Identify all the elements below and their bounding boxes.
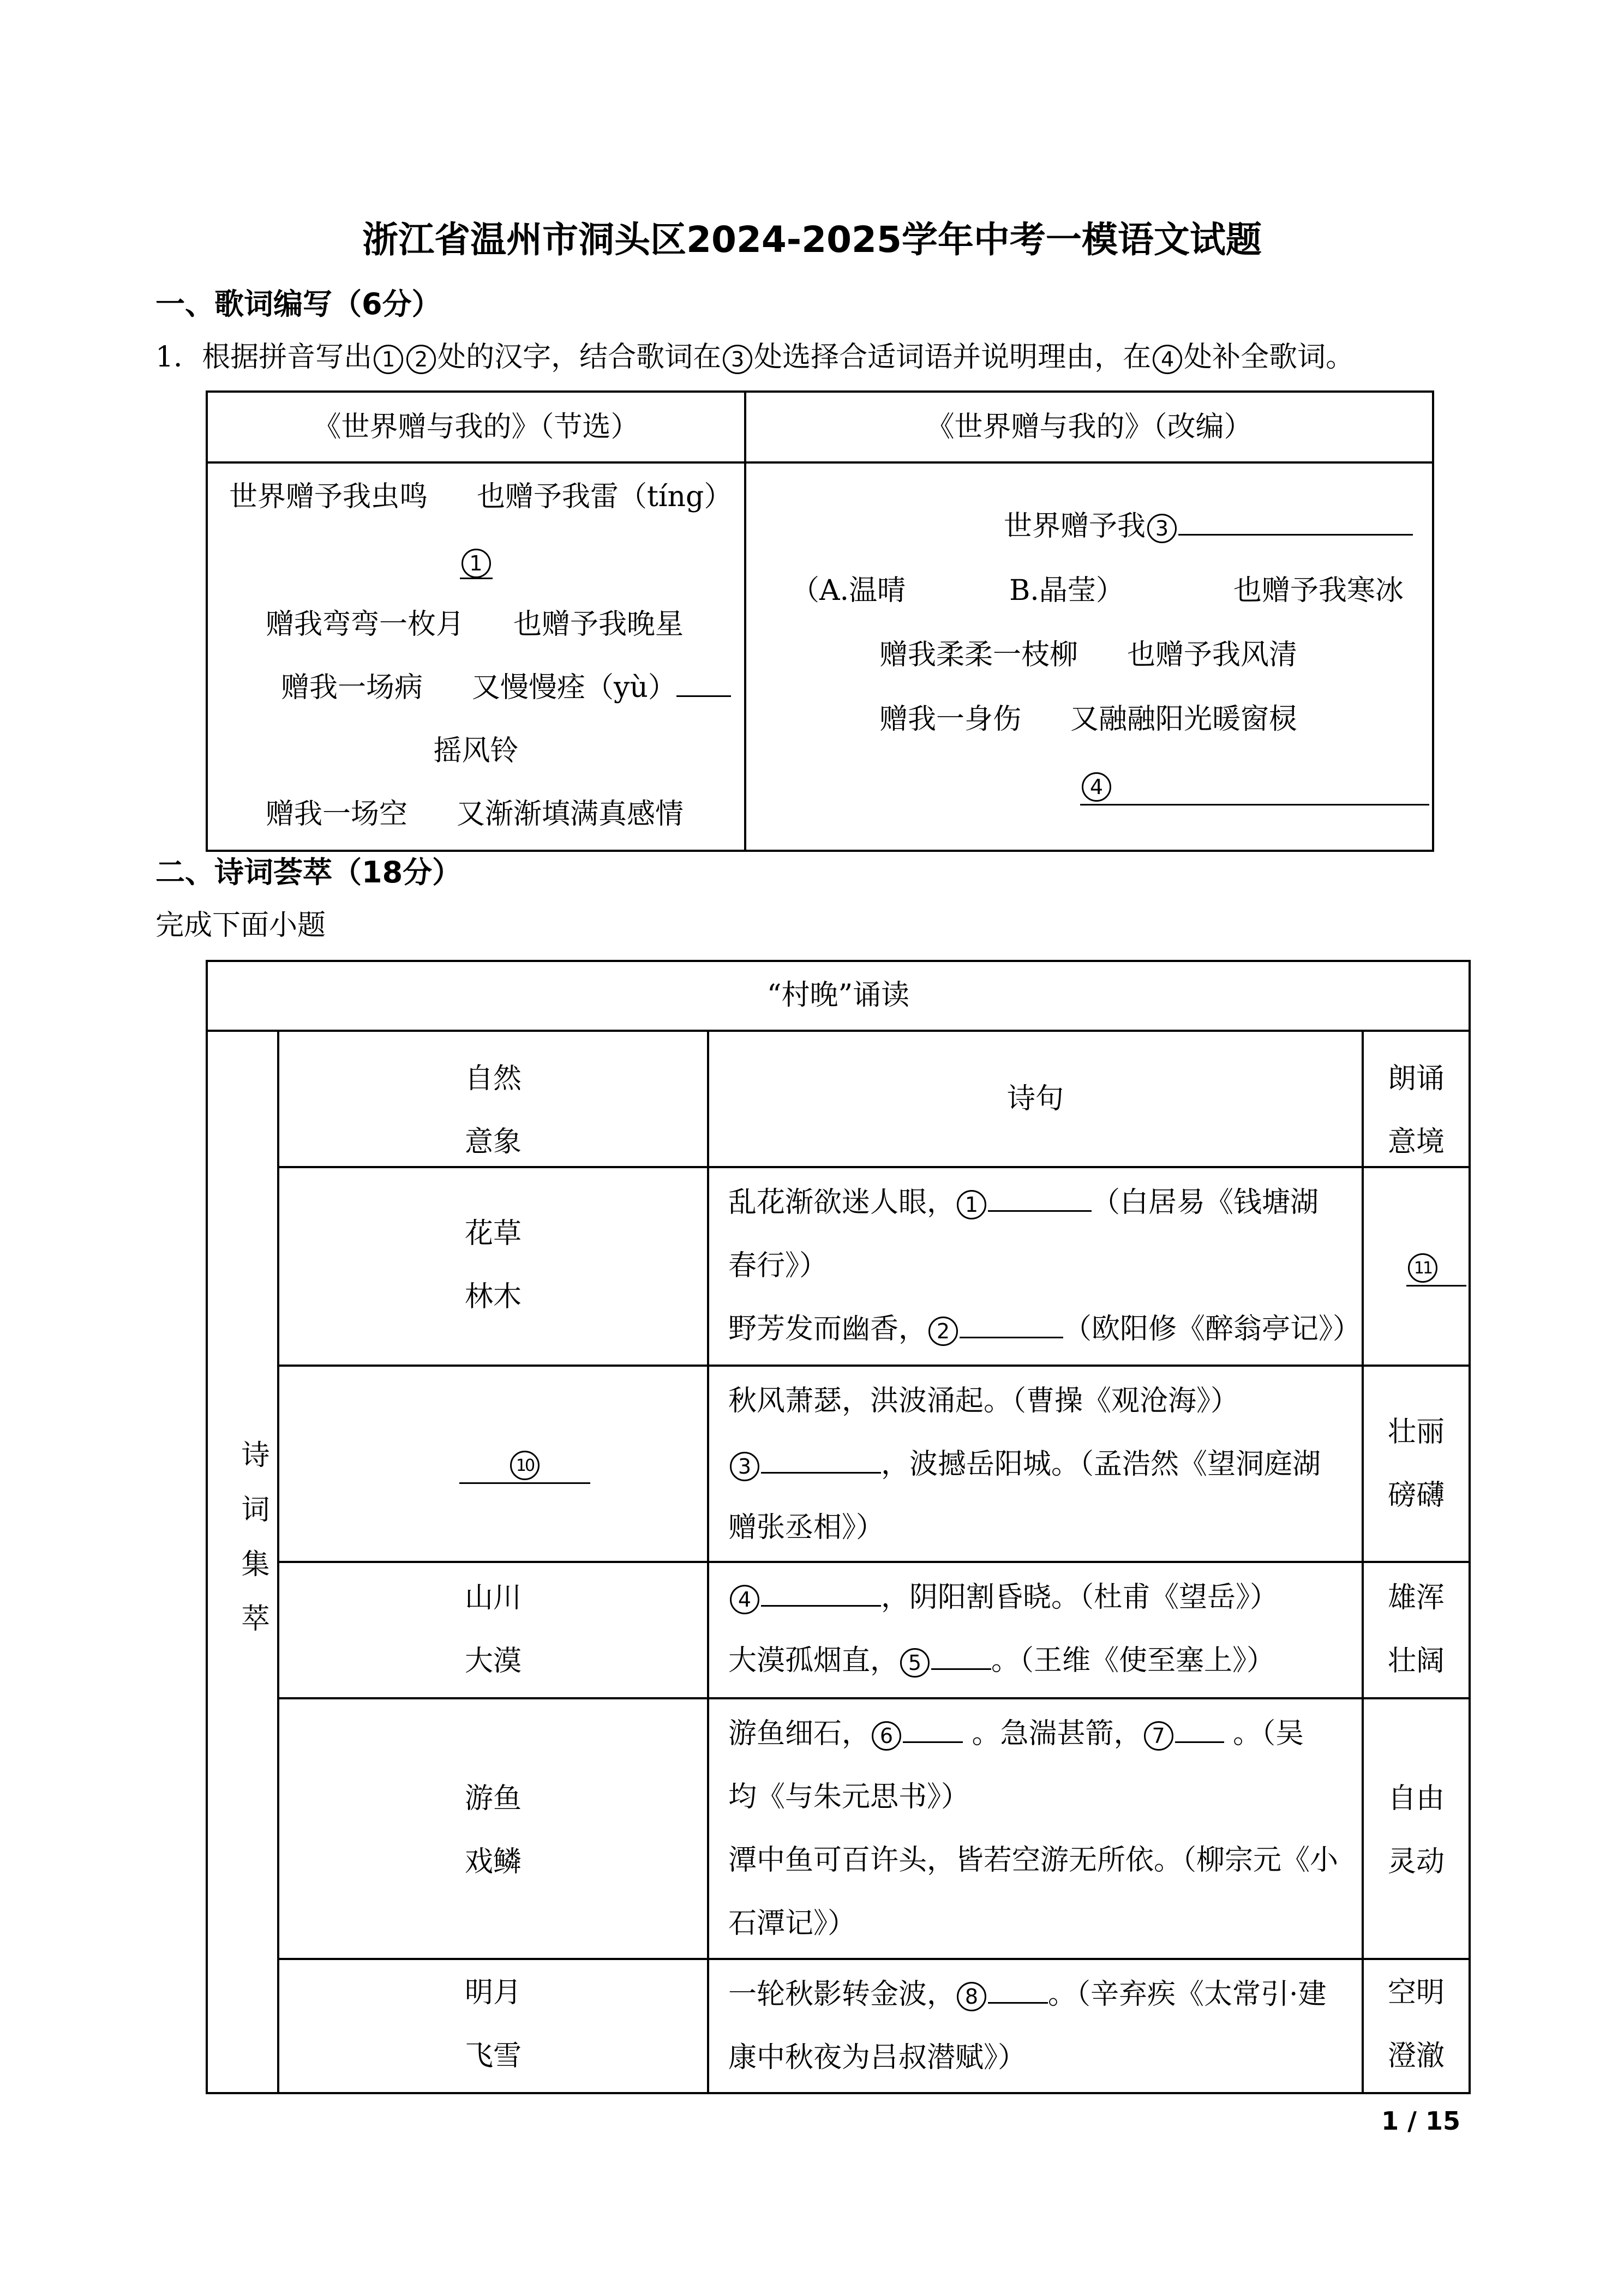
section-2-intro: 完成下面小题 (155, 909, 326, 942)
poem-text: 乱花渐欲迷人眼， (728, 1186, 956, 1219)
circled-number: 8 (957, 1982, 986, 2011)
lyric-blank-1 (208, 542, 744, 580)
imagery-text: 山川 (464, 1582, 522, 1614)
poem-line: 秋风萧瑟，洪波涌起。（曹操《观沧海》） (728, 1385, 1239, 1417)
circled-number: 1 (374, 345, 403, 374)
lyric-text: 赠我弯弯一枚月 (266, 608, 465, 641)
poem-text: 野芳发而幽香， (728, 1313, 927, 1345)
lyric-line (266, 795, 684, 833)
poem-line (728, 1310, 1361, 1348)
lyric-text: 赠我一场空 (266, 798, 408, 831)
answer-blank[interactable] (903, 1716, 963, 1743)
mood-cell (1364, 1961, 1469, 2088)
poem-text: 一轮秋影转金波， (728, 1978, 956, 2011)
answer-blank[interactable] (1178, 509, 1413, 536)
mood-cell (1364, 1566, 1469, 1693)
poem-text: 。（吴 (1224, 1717, 1304, 1750)
poem-line (728, 1975, 1327, 2013)
poem-line: 春行》） (728, 1249, 828, 1282)
mood-text: 澄澈 (1387, 2040, 1445, 2072)
mood-cell (1364, 1401, 1469, 1527)
side-label: 诗词集萃 (236, 1440, 269, 1658)
lyric-text: 赠我一身伤 (879, 703, 1022, 736)
mood-text: 自由 (1387, 1782, 1445, 1815)
circled-number: 3 (723, 345, 752, 374)
mood-cell (1364, 1767, 1469, 1894)
imagery-text: 林木 (464, 1281, 522, 1313)
document-title: 浙江省温州市洞头区2024-2025学年中考一模语文试题 (362, 219, 1262, 261)
lyric-text: 又慢慢痊（yù） (472, 671, 676, 704)
mood-text: 壮丽 (1387, 1416, 1445, 1448)
table-header-adapted: 《世界赠与我的》（改编） (926, 411, 1253, 443)
poem-line: 潭中鱼可百许头，皆若空游无所依。（柳宗元《小 (728, 1844, 1339, 1877)
answer-blank[interactable] (761, 1447, 881, 1474)
imagery-text: 花草 (464, 1217, 522, 1250)
lyric-text: 也赠予我雷（tíng） (477, 480, 733, 513)
poem-text: （欧阳修《醉翁亭记》） (1063, 1313, 1362, 1345)
lyric-text: 世界赠予我虫鸣 (229, 480, 428, 513)
question-text: 处补全歌词。 (1184, 341, 1355, 374)
poem-text: 游鱼细石， (728, 1717, 871, 1750)
circled-number: 2 (406, 345, 436, 374)
lyric-text: 赠我一场病 (281, 671, 423, 704)
option-a: （A.温晴 (791, 574, 906, 607)
header-text: 朗诵 (1387, 1062, 1445, 1095)
lyric-line (266, 605, 684, 644)
page-number: 1 / 15 (1381, 2106, 1460, 2136)
question-text: 根据拼音写出 (202, 341, 373, 374)
lyric-line (879, 700, 1297, 738)
poem-text: 。（辛弃疾《太常引·建 (1048, 1978, 1327, 2011)
poem-text: （白居易《钱塘湖 (1092, 1186, 1319, 1219)
answer-blank[interactable] (988, 1185, 1092, 1212)
lyric-text: 又融融阳光暖窗棂 (1070, 703, 1298, 736)
answer-blank[interactable] (676, 670, 731, 697)
poem-text: ，阴阳割昏晓。（杜甫《望岳》） (881, 1581, 1279, 1614)
poem-text: 。（王维《使至塞上》） (991, 1644, 1275, 1677)
imagery-blank-10 (459, 1444, 590, 1484)
circled-number: 11 (1408, 1253, 1437, 1283)
lyric-line (1004, 507, 1413, 545)
poem-text: ，波撼岳阳城。（孟浩然《望洞庭湖 (881, 1448, 1321, 1481)
table-header-excerpt: 《世界赠与我的》（节选） (313, 411, 639, 443)
circled-number: 6 (872, 1721, 901, 1751)
circled-number: 4 (730, 1585, 759, 1614)
imagery-text: 飞雪 (464, 2040, 522, 2072)
imagery-text: 大漠 (464, 1645, 522, 1678)
mood-text: 空明 (1387, 1976, 1445, 2009)
lyric-text: 赠我柔柔一枝柳 (879, 639, 1078, 671)
poem-text: 。急湍甚箭， (963, 1717, 1142, 1750)
imagery-cell (279, 1961, 707, 2088)
option-b: B.晶莹） (1009, 574, 1124, 607)
lyric-text: 又渐渐填满真感情 (457, 798, 684, 831)
mood-blank-11 (1406, 1247, 1466, 1287)
lyric-text: 也赠予我寒冰 (1233, 574, 1404, 607)
circled-number: 4 (1082, 772, 1111, 802)
lyric-line (879, 636, 1297, 674)
question-number: 1． (155, 341, 202, 374)
poem-line: 石潭记》） (728, 1907, 856, 1940)
answer-blank[interactable] (988, 1977, 1048, 2004)
lyric-line: 摇风铃 (433, 735, 519, 767)
question-text: 处的汉字，结合歌词在 (438, 341, 722, 374)
question-text: 处选择合适词语并说明理由，在 (754, 341, 1152, 374)
mood-text: 壮阔 (1387, 1645, 1445, 1678)
imagery-cell (279, 1202, 707, 1329)
section-2-heading: 二、诗词荟萃（18分） (155, 855, 462, 889)
mood-text: 磅礴 (1387, 1479, 1445, 1512)
mood-text: 雄浑 (1387, 1582, 1445, 1614)
lyric-line (281, 669, 731, 707)
circled-number: 3 (730, 1452, 759, 1481)
poem-line (728, 1642, 1275, 1680)
circled-number: 1 (957, 1190, 986, 1219)
question-1 (155, 338, 1354, 376)
poem-line (728, 1578, 1278, 1616)
header-mood (1364, 1047, 1469, 1174)
header-text: 意象 (464, 1126, 522, 1158)
answer-blank[interactable] (960, 1312, 1063, 1338)
section-1-heading: 一、歌词编写（6分） (155, 287, 441, 321)
mood-text: 灵动 (1387, 1846, 1445, 1878)
imagery-text: 戏鳞 (464, 1846, 522, 1878)
poem-line (728, 1183, 1319, 1222)
poem-line: 康中秋夜为吕叔潜赋》） (728, 2041, 1027, 2074)
poem-line (728, 1715, 1304, 1753)
lyric-text: 也赠予我晚星 (513, 608, 684, 641)
poem-text: 大漠孤烟直， (728, 1644, 899, 1677)
lyric-line (791, 572, 1404, 610)
answer-blank[interactable] (1175, 1716, 1224, 1743)
answer-blank[interactable] (931, 1643, 991, 1670)
circled-number: 5 (900, 1648, 930, 1678)
header-imagery (279, 1047, 707, 1174)
circled-number: 7 (1144, 1721, 1173, 1751)
poem-line: 赠张丞相》） (728, 1511, 885, 1544)
header-text: 意境 (1387, 1126, 1445, 1158)
circled-number: 2 (928, 1317, 958, 1346)
poem-line (728, 1445, 1321, 1483)
imagery-cell (279, 1767, 707, 1894)
imagery-text: 明月 (464, 1976, 522, 2009)
imagery-cell (279, 1566, 707, 1693)
lyric-blank-4 (1080, 766, 1429, 806)
poetry-table-title: “村晚”诵读 (766, 979, 910, 1012)
answer-blank[interactable] (761, 1580, 881, 1607)
header-text: 自然 (464, 1062, 522, 1095)
header-lines: 诗句 (1006, 1083, 1064, 1115)
lyric-text: 世界赠予我 (1004, 510, 1146, 543)
poem-line: 均《与朱元思书》） (728, 1781, 970, 1813)
imagery-text: 游鱼 (464, 1782, 522, 1815)
circled-number: 10 (510, 1451, 540, 1480)
circled-number: 1 (462, 549, 491, 578)
lyric-line (229, 478, 732, 516)
lyric-text: 也赠予我风清 (1127, 639, 1298, 671)
circled-number: 3 (1147, 514, 1177, 543)
circled-number: 4 (1153, 345, 1182, 374)
